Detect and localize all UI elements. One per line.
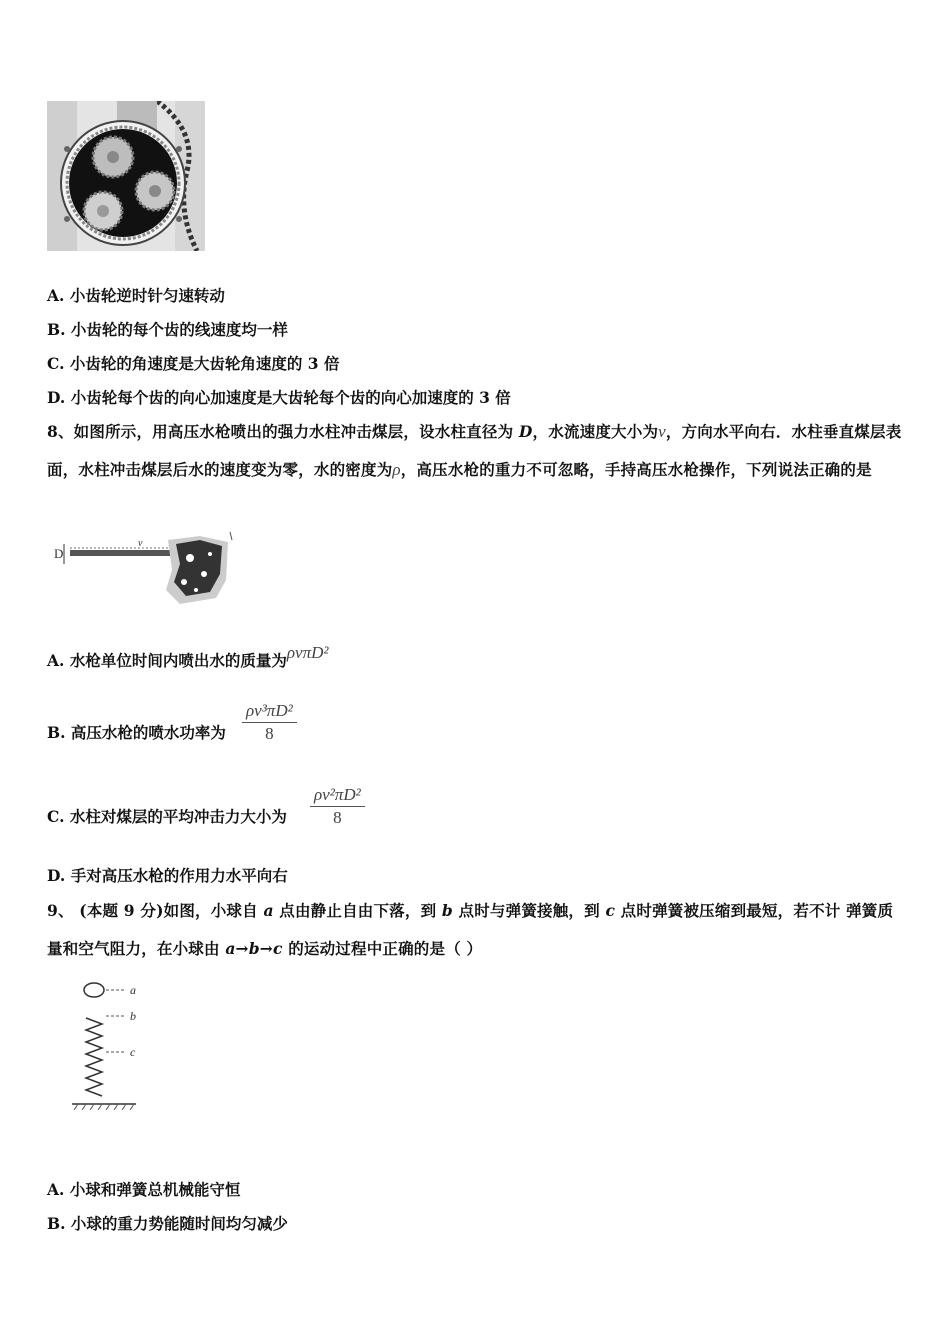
q8-option-b: B. 高压水枪的喷水功率为 — [47, 723, 226, 742]
q7-option-c: C. 小齿轮的角速度是大齿轮角速度的 3 倍 — [47, 354, 340, 373]
q8-fraction-c: $\frac{\text{ρv²πD²}}{8}$ — [310, 784, 365, 829]
q7-option-a: A. 小齿轮逆时针匀速转动 — [47, 286, 225, 305]
q8-fraction-b: $\frac{\text{ρv³πD²}}{8}$ — [242, 700, 297, 745]
figure-label-c: c — [130, 1045, 136, 1059]
q9-option-b: B. 小球的重力势能随时间均匀减少 — [47, 1214, 288, 1233]
q7-option-b: B. 小齿轮的每个齿的线速度均一样 — [47, 320, 288, 339]
figure-label-v: v — [138, 538, 143, 549]
q8-stem: 8、如图所示，用高压水枪喷出的强力水柱冲击煤层，设水柱直径为 D，水流速度大小为v，方向水平向右．水柱垂直煤层表面，水柱冲击煤层后水的速度变为零，水的密度为ρ，高压水枪的重力不可忽略，手持高压水枪操作，下列说法正确的是 — [47, 422, 902, 479]
water-jet-figure — [50, 530, 240, 612]
q9-option-a: A. 小球和弹簧总机械能守恒 — [47, 1180, 241, 1199]
q8-option-a: A. 水枪单位时间内喷出水的质量为ρvπD² — [47, 643, 329, 670]
q8-formula-a: ρvπD² — [286, 643, 329, 662]
ball-spring-figure — [70, 976, 160, 1114]
figure-label-d: D — [54, 546, 64, 561]
figure-label-a: a — [130, 983, 136, 997]
q8-option-d: D. 手对高压水枪的作用力水平向右 — [47, 866, 288, 885]
q7-option-d: D. 小齿轮每个齿的向心加速度是大齿轮每个齿的向心加速度的 3 倍 — [47, 388, 511, 407]
q8-option-c: C. 水柱对煤层的平均冲击力大小为 — [47, 807, 287, 826]
figure-label-b: b — [130, 1009, 136, 1023]
gear-figure — [47, 101, 205, 251]
q9-stem: 9、 (本题 9 分)如图，小球自 a 点由静止自由下落，到 b 点时与弹簧接触，到 c 点时弹簧被压缩到最短，若不计 弹簧质量和空气阻力，在小球由 a→b→c 的运动过程中正确的是（ ） — [47, 901, 894, 958]
